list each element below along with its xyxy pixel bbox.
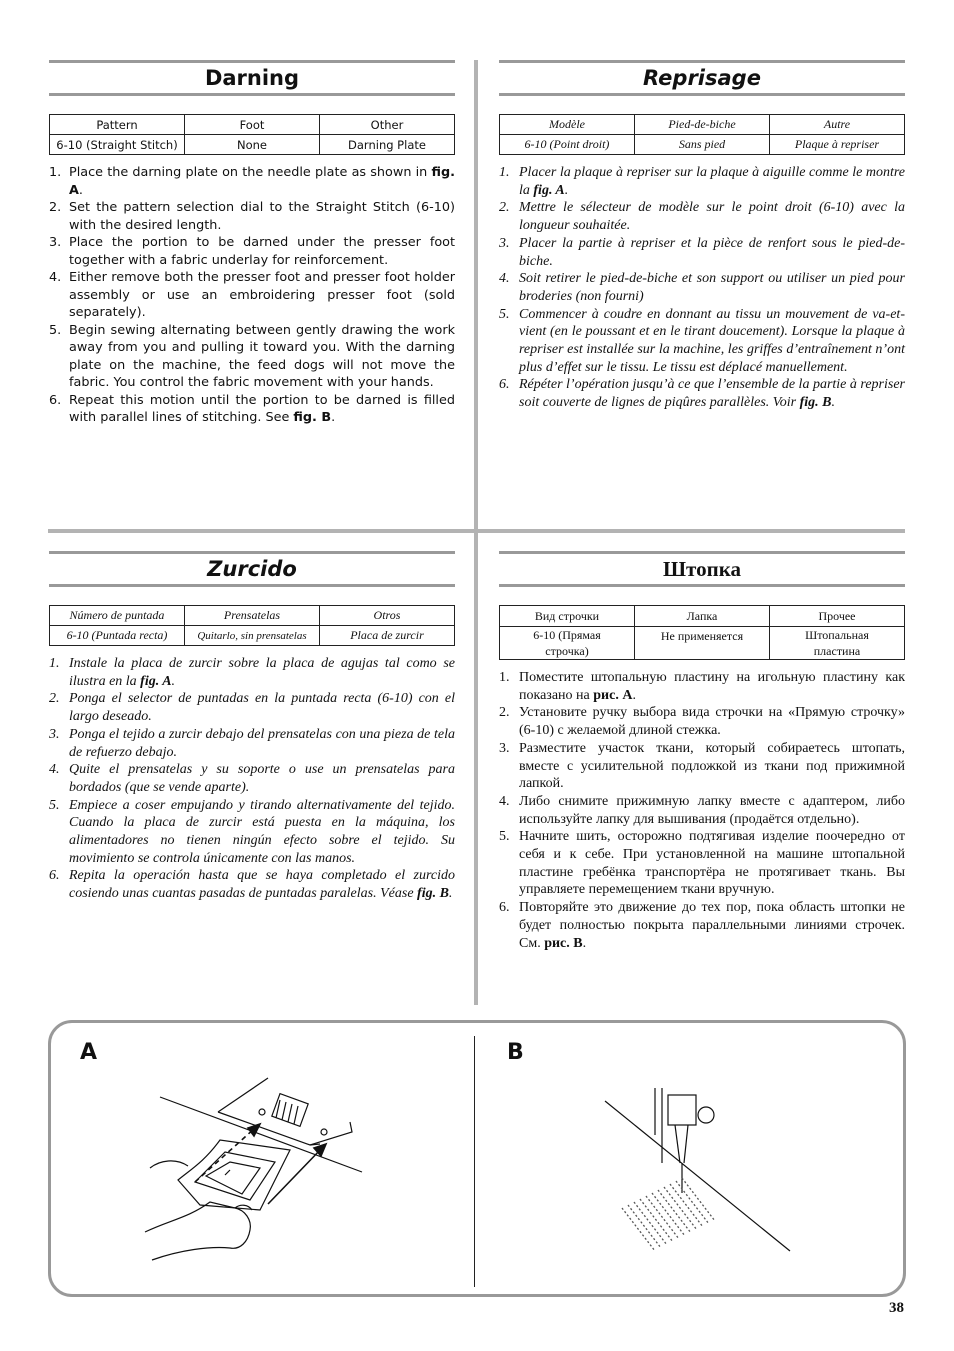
step-number: 3.: [49, 235, 62, 250]
step-item: [499, 235, 905, 270]
step-number: 1.: [49, 656, 60, 671]
table-row: [500, 627, 905, 660]
settings-table: [49, 605, 455, 646]
step-item: [499, 793, 905, 828]
table-header-row: [50, 606, 455, 626]
step-number: 3.: [499, 740, 510, 756]
page-number: 38: [889, 1300, 904, 1316]
figure-reference: fig. B: [417, 886, 449, 902]
title-bar: [49, 551, 455, 587]
step-number: 4.: [49, 762, 60, 778]
table-header-row: [50, 115, 455, 135]
step-text: Begin sewing alternating between gently drawing the work away from you and pulling it toward you. With the darning plate on the machine, the feed dogs will not move the fabric. You control the fabric movement with your hands.: [69, 322, 455, 390]
table-header-cell: Other: [320, 115, 455, 135]
row-divider: [48, 529, 905, 533]
step-text: Либо снимите прижимную лапку вместе с адаптером, либо используйте лапку для вышивания (продаётся отдельно).: [519, 793, 905, 827]
step-item: [49, 392, 455, 427]
step-text: Повторяйте это движение до тех пор, пока область штопки не будет полностью покрыта параллельными линиями строчек. См.: [519, 900, 905, 951]
title-bar: [499, 60, 905, 96]
steps-list: [499, 164, 905, 412]
step-text: Place the portion to be darned under the presser foot together with a fabric underlay for reinforcement.: [69, 235, 455, 268]
table-header-row: [500, 606, 905, 627]
step-item: [499, 669, 905, 704]
table-cell: Plaque à repriser: [770, 135, 905, 155]
step-text: Placer la partie à repriser et la pièce de renfort sous le pied-de-biche.: [519, 235, 905, 269]
step-number: 2.: [49, 200, 62, 215]
step-text: Repita la operación hasta que se haya completado el zurcido cosiendo unas cuantas pasadas de puntadas paralelas. Véase: [69, 868, 455, 902]
settings-table: [499, 605, 905, 660]
table-header-cell: Autre: [770, 115, 905, 135]
step-item: [499, 740, 905, 793]
step-text-end: .: [78, 182, 83, 198]
table-cell: 6-10 (Прямая строчка): [500, 627, 635, 660]
table-cell: Darning Plate: [320, 135, 455, 155]
step-text: Set the pattern selection dial to the Straight Stitch (6-10) with the desired length.: [69, 200, 455, 233]
table-cell: Штопальная пластина: [770, 627, 905, 660]
figure-reference: рис. A: [593, 687, 633, 703]
step-item: [499, 199, 905, 234]
step-number: 2.: [499, 705, 510, 721]
step-text-end: .: [831, 395, 835, 411]
step-number: 4.: [499, 793, 510, 809]
step-item: [499, 704, 905, 739]
steps-list: [49, 655, 455, 903]
step-item: [49, 199, 455, 234]
figure-reference: fig. A: [69, 165, 455, 198]
step-text-end: .: [632, 687, 636, 703]
step-text: Placer la plaque à repriser sur la plaque à aiguille comme le montre la: [519, 165, 905, 198]
step-item: [499, 306, 905, 377]
step-text: Répéter l’opération jusqu’à ce que l’ensemble de la partie à repriser soit couverte de lignes de piqûres parallèles. Voir: [519, 377, 905, 411]
step-number: 6.: [49, 868, 60, 884]
step-item: [49, 322, 455, 392]
step-text: Empiece a coser empujando y tirando alternativamente del tejido. Cuando la placa de zurcir está puesta en la máquina, los alimentadores no tienen ningún efecto sobre el tejido. Su movimiento se controla únicamente con las manos.: [69, 797, 455, 866]
figure-reference: рис. B: [544, 935, 583, 951]
step-item: [499, 270, 905, 305]
step-item: [499, 376, 905, 411]
darning-plate-illustration: [140, 1070, 370, 1270]
table-cell: 6-10 (Point droit): [500, 135, 635, 155]
table-cell: Placa de zurcir: [320, 626, 455, 646]
step-text-end: .: [582, 935, 587, 951]
table-header-cell: Prensatelas: [185, 606, 320, 626]
step-text: Quite el prensatelas y su soporte o use un prensatelas para bordados (que se vende aparte).: [69, 762, 455, 795]
table-header-cell: Pied-de-biche: [635, 115, 770, 135]
table-header-cell: Modèle: [500, 115, 635, 135]
title-bar: [499, 551, 905, 587]
step-text: Поместите штопальную пластину на игольную пластину как показано на: [519, 670, 905, 703]
step-text: Repeat this motion until the portion to be darned is filled with parallel lines of stitching. See: [69, 392, 455, 425]
section-title: Darning: [204, 66, 300, 90]
step-number: 1.: [499, 670, 510, 685]
table-header-cell: Прочее: [770, 606, 905, 627]
title-bar: [49, 60, 455, 96]
table-header-cell: Лапка: [635, 606, 770, 627]
step-text: Either remove both the presser foot and presser foot holder assembly or use an embroidering presser foot (sold separately).: [69, 270, 455, 320]
step-item: [49, 867, 455, 902]
step-text-end: .: [331, 410, 336, 425]
step-number: 1.: [499, 165, 510, 180]
step-item: [49, 269, 455, 322]
table-row: [50, 626, 455, 646]
section-title: Штопка: [663, 557, 741, 581]
step-number: 4.: [499, 271, 510, 287]
figure-divider: [474, 1036, 475, 1287]
step-number: 5.: [49, 797, 60, 813]
step-item: [49, 690, 455, 725]
section-shtopka-ru: [499, 551, 905, 952]
table-cell: 6-10 (Straight Stitch): [50, 135, 185, 155]
step-text-end: .: [171, 673, 176, 689]
step-text-end: .: [448, 886, 453, 902]
table-header-cell: Pattern: [50, 115, 185, 135]
table-cell: Не применяется: [635, 627, 770, 660]
section-reprisage-fr: [499, 60, 905, 412]
step-number: 3.: [49, 726, 60, 742]
table-header-cell: Otros: [320, 606, 455, 626]
step-number: 3.: [499, 235, 510, 251]
step-number: 5.: [499, 306, 510, 322]
step-text: Начните шить, осторожно подтягивая изделие поочередно от себя и к себе. При установленной на машине штопальной пластине гребёнка транспортёра не протягивает ткань. Вы управляете перемещением ткани вручную.: [519, 829, 905, 898]
step-text: Instale la placa de zurcir sobre la placa de agujas tal como se ilustra en la: [69, 656, 455, 689]
table-cell: Quitarlo, sin prensatelas: [185, 626, 320, 646]
step-item: [499, 828, 905, 899]
table-row: [500, 135, 905, 155]
table-header-cell: Número de puntada: [50, 606, 185, 626]
table-cell: None: [185, 135, 320, 155]
step-number: 4.: [49, 270, 62, 285]
step-text: Place the darning plate on the needle plate as shown in: [69, 165, 432, 180]
table-header-cell: Foot: [185, 115, 320, 135]
figure-reference: fig. A: [140, 673, 172, 689]
figure-a-label: A: [80, 1040, 98, 1065]
step-number: 6.: [499, 900, 510, 916]
section-zurcido-es: [49, 551, 455, 903]
settings-table: [499, 114, 905, 155]
step-item: [499, 164, 905, 199]
step-item: [49, 234, 455, 269]
step-number: 6.: [499, 377, 510, 393]
section-title: Zurcido: [207, 557, 297, 581]
section-title: Reprisage: [643, 66, 761, 90]
settings-table: [49, 114, 455, 155]
step-number: 2.: [499, 200, 510, 216]
table-cell: Sans pied: [635, 135, 770, 155]
step-text: Soit retirer le pied-de-biche et son support ou utiliser un pied pour broderies (non fourni): [519, 271, 905, 304]
step-item: [49, 761, 455, 796]
table-row: [50, 135, 455, 155]
step-text-end: .: [564, 182, 569, 198]
step-item: [49, 726, 455, 761]
step-text: Ponga el selector de puntadas en la puntada recta (6-10) con el largo deseado.: [69, 691, 455, 725]
steps-list: [49, 164, 455, 427]
figure-reference: fig. B: [293, 410, 332, 425]
table-header-cell: Вид строчки: [500, 606, 635, 627]
step-item: [49, 655, 455, 690]
step-number: 6.: [49, 392, 62, 408]
step-number: 1.: [49, 165, 62, 180]
step-number: 5.: [49, 322, 62, 338]
table-header-row: [500, 115, 905, 135]
figure-b-label: B: [507, 1040, 524, 1065]
step-item: [499, 899, 905, 952]
table-cell: 6-10 (Puntada recta): [50, 626, 185, 646]
step-number: 5.: [499, 829, 510, 845]
step-text: Установите ручку выбора вида строчки на «Прямую строчку» (6-10) с желаемой длиной стежка.: [519, 705, 905, 739]
darning-stitches-illustration: [600, 1083, 800, 1253]
figure-reference: fig. B: [799, 395, 832, 411]
step-number: 2.: [49, 691, 60, 707]
step-text: Разместите участок ткани, который собираетесь штопать, вместе с усилительной подложкой из ткани под прижимной лапкой.: [519, 740, 905, 792]
step-item: [49, 797, 455, 868]
step-text: Mettre le sélecteur de modèle sur le point droit (6-10) avec la longueur souhaitée.: [519, 200, 905, 234]
step-item: [49, 164, 455, 199]
step-text: Commencer à coudre en donnant au tissu un mouvement de va-et-vient (en le poussant et en le tirant doucement). Lorsque la plaque à repriser est installée sur la machine, les griffes d’entraînement n’ont plus d’effet sur le tissu. Le tissu est déplacé manuellement.: [519, 306, 905, 375]
figure-reference: fig. A: [533, 182, 565, 198]
steps-list: [499, 669, 905, 952]
section-darning-en: [49, 60, 455, 427]
step-text: Ponga el tejido a zurcir debajo del prensatelas con una pieza de tela de refuerzo debajo.: [69, 726, 455, 760]
